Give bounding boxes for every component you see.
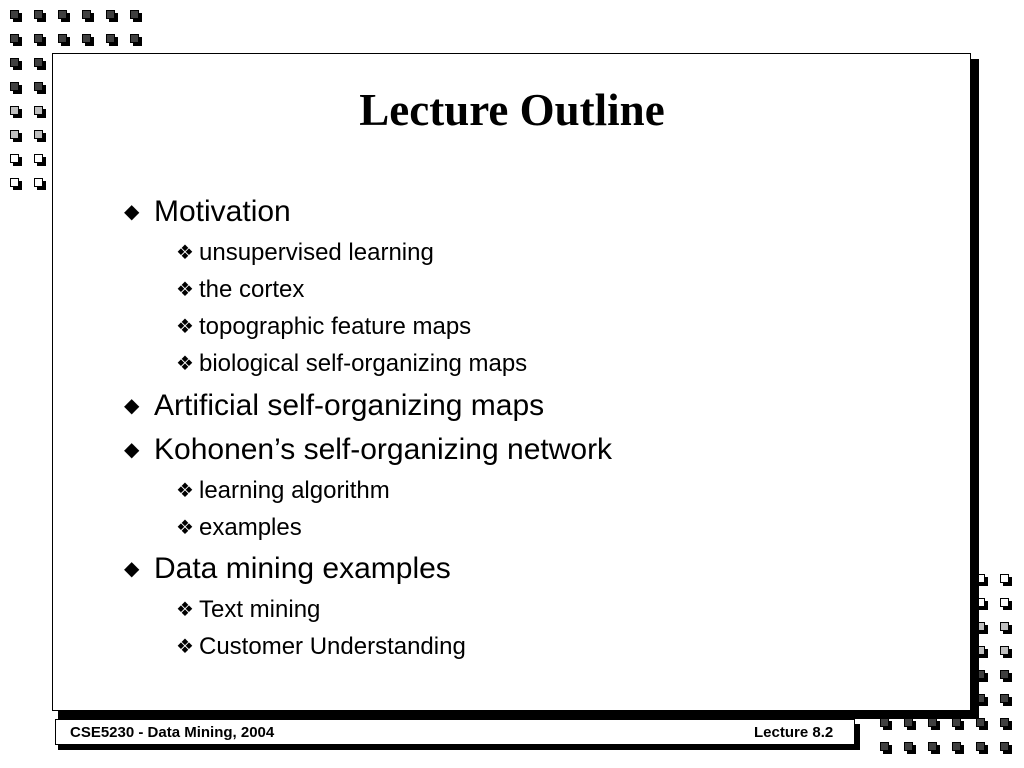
pattern-square — [976, 742, 988, 754]
outline-subitem — [176, 476, 390, 506]
fancy-diamond-bullet-icon: ❖ — [176, 517, 194, 539]
pattern-square — [1000, 574, 1012, 586]
pattern-square — [82, 10, 94, 22]
pattern-square — [928, 718, 940, 730]
pattern-square — [952, 742, 964, 754]
fancy-diamond-bullet-icon: ❖ — [176, 599, 194, 621]
pattern-square — [880, 718, 892, 730]
outline-subitem-text: biological self-organizing maps — [199, 350, 528, 377]
pattern-square — [58, 10, 70, 22]
outline-subitem — [176, 595, 320, 625]
diamond-bullet-icon: ◆ — [124, 395, 140, 417]
outline-subitem — [176, 238, 434, 268]
outline-item — [124, 194, 291, 230]
pattern-square — [976, 718, 988, 730]
pattern-square — [34, 34, 46, 46]
pattern-square — [10, 154, 22, 166]
fancy-diamond-bullet-icon: ❖ — [176, 242, 194, 264]
fancy-diamond-bullet-icon: ❖ — [176, 636, 194, 658]
outline-item — [124, 551, 451, 587]
outline-item-text: Data mining examples — [154, 552, 451, 585]
pattern-square — [82, 34, 94, 46]
outline-subitem — [176, 513, 302, 543]
pattern-square — [928, 742, 940, 754]
pattern-square — [34, 154, 46, 166]
outline-item — [124, 388, 544, 424]
slide-title: Lecture Outline — [359, 85, 665, 135]
pattern-square — [10, 34, 22, 46]
outline-subitem-text: unsupervised learning — [199, 239, 434, 266]
pattern-square — [904, 742, 916, 754]
outline-subitem — [176, 275, 304, 305]
outline-subitem-text: examples — [199, 514, 302, 541]
fancy-diamond-bullet-icon: ❖ — [176, 353, 194, 375]
outline-item-text: Artificial self-organizing maps — [154, 389, 545, 422]
outline-subitem — [176, 312, 471, 342]
footer-lecture-number: Lecture 8.2 — [754, 724, 834, 741]
outline-subitem — [176, 632, 466, 662]
pattern-square — [1000, 742, 1012, 754]
fancy-diamond-bullet-icon: ❖ — [176, 279, 194, 301]
pattern-square — [1000, 646, 1012, 658]
diamond-bullet-icon: ◆ — [124, 558, 140, 580]
outline-subitem-text: the cortex — [199, 276, 305, 303]
footer-course-label: CSE5230 - Data Mining, 2004 — [70, 724, 275, 741]
fancy-diamond-bullet-icon: ❖ — [176, 480, 194, 502]
diamond-bullet-icon: ◆ — [124, 439, 140, 461]
outline-subitem-text: Text mining — [199, 596, 321, 623]
pattern-square — [1000, 622, 1012, 634]
outline-item-text: Motivation — [154, 195, 291, 228]
pattern-square — [130, 34, 142, 46]
pattern-square — [1000, 694, 1012, 706]
pattern-square — [1000, 670, 1012, 682]
outline-subitem — [176, 349, 527, 379]
pattern-square — [58, 34, 70, 46]
pattern-square — [10, 58, 22, 70]
outline-item — [124, 432, 612, 468]
pattern-square — [952, 718, 964, 730]
pattern-square — [1000, 598, 1012, 610]
pattern-square — [130, 10, 142, 22]
pattern-square — [10, 178, 22, 190]
outline-subitem-text: learning algorithm — [199, 477, 390, 504]
pattern-square — [106, 34, 118, 46]
pattern-square — [106, 10, 118, 22]
diamond-bullet-icon: ◆ — [124, 201, 140, 223]
fancy-diamond-bullet-icon: ❖ — [176, 316, 194, 338]
pattern-square — [34, 58, 46, 70]
outline-item-text: Kohonen’s self-organizing network — [154, 433, 613, 466]
pattern-square — [34, 178, 46, 190]
outline-subitem-text: topographic feature maps — [199, 313, 472, 340]
outline-subitem-text: Customer Understanding — [199, 633, 466, 660]
pattern-square — [1000, 718, 1012, 730]
pattern-square — [880, 742, 892, 754]
pattern-square — [10, 10, 22, 22]
pattern-square — [904, 718, 916, 730]
pattern-square — [34, 10, 46, 22]
